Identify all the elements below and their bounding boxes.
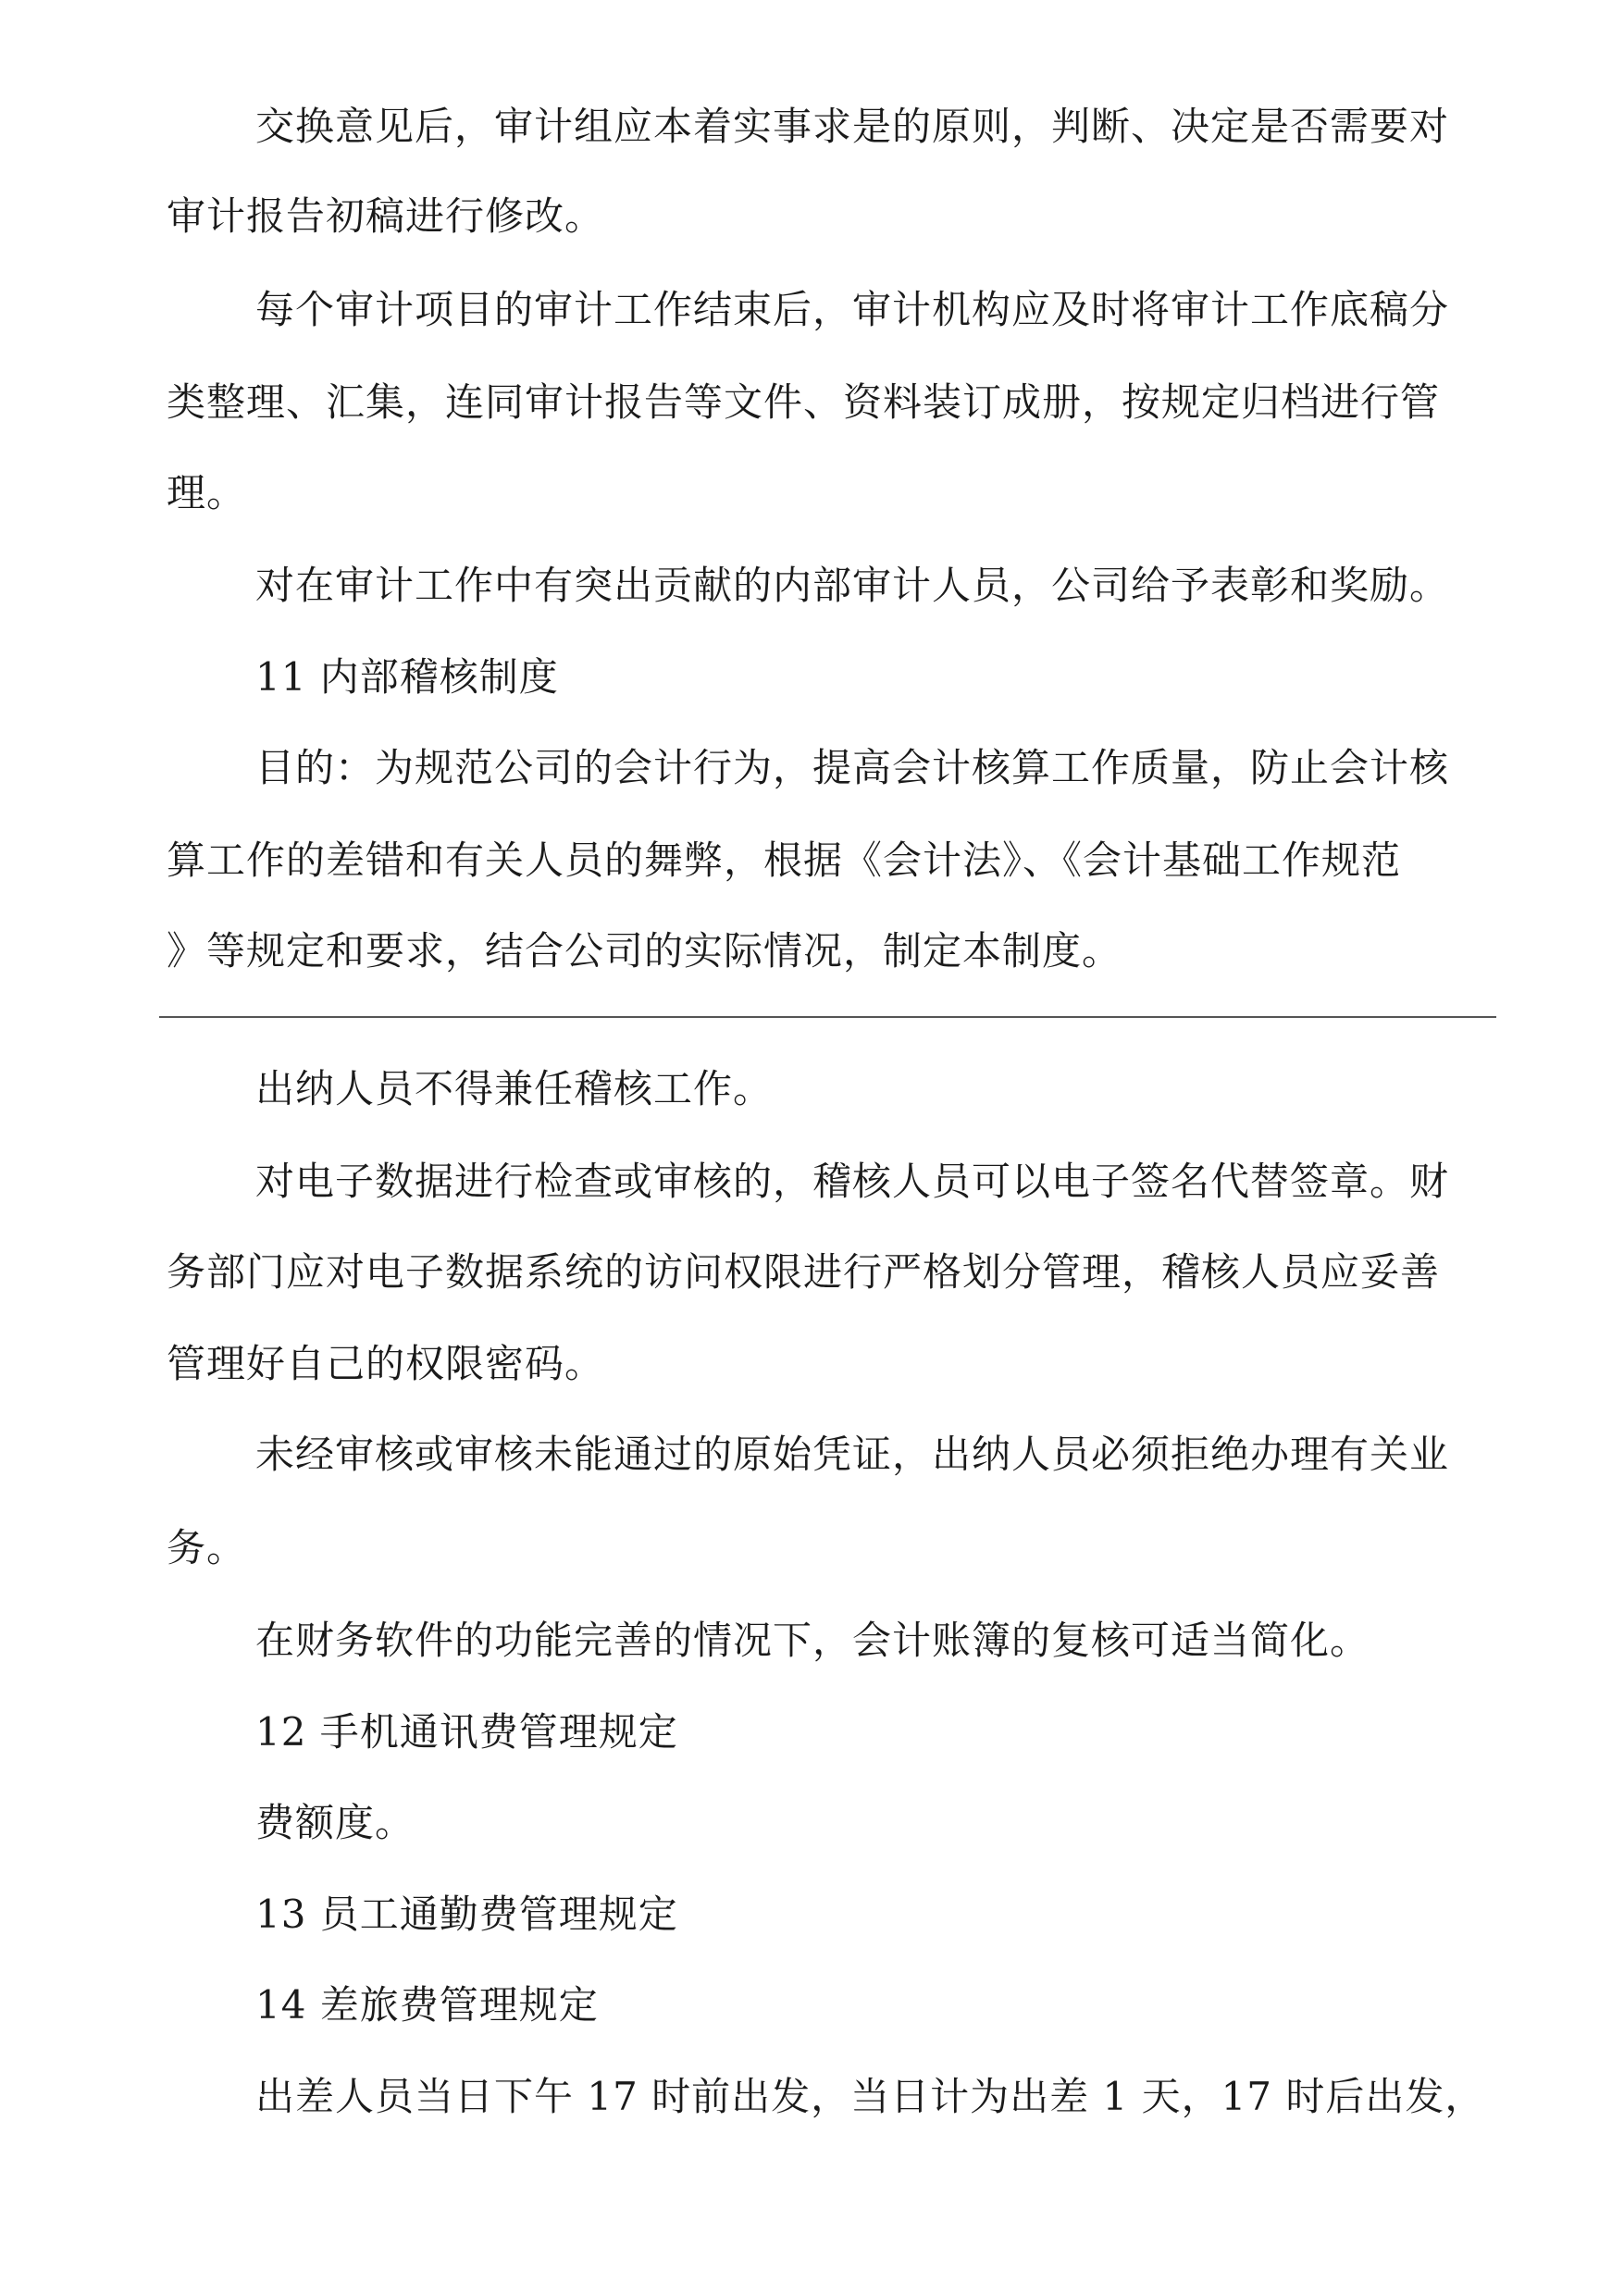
paragraph-line: 交换意见后，审计组应本着实事求是的原则，判断、决定是否需要对 <box>255 104 1450 149</box>
section-heading-14: 14 差旅费管理规定 <box>255 1982 599 2028</box>
paragraph-line: 审计报告初稿进行修改。 <box>167 193 605 239</box>
section-heading-12: 12 手机通讯费管理规定 <box>255 1709 678 1755</box>
paragraph-line: 算工作的差错和有关人员的舞弊，根据《会计法》、《会计基础工作规范 <box>167 837 1402 883</box>
section-heading-13: 13 员工通勤费管理规定 <box>255 1892 678 1937</box>
section-divider <box>159 1016 1496 1018</box>
paragraph-line: 务。 <box>167 1525 247 1570</box>
paragraph-line: 对电子数据进行检查或审核的，稽核人员可以电子签名代替签章。财 <box>255 1159 1450 1204</box>
paragraph-line: 目的：为规范公司的会计行为，提高会计核算工作质量，防止会计核 <box>255 745 1450 790</box>
paragraph-line: 》等规定和要求，结合公司的实际情况，制定本制度。 <box>167 928 1122 974</box>
paragraph-line: 对在审计工作中有突出贡献的内部审计人员，公司给予表彰和奖励。 <box>255 563 1450 608</box>
paragraph-line: 出纳人员不得兼任稽核工作。 <box>255 1066 774 1111</box>
paragraph-line: 未经审核或审核未能通过的原始凭证，出纳人员必须拒绝办理有关业 <box>255 1432 1450 1477</box>
paragraph-line: 理。 <box>167 470 247 515</box>
paragraph-line: 类整理、汇集，连同审计报告等文件、资料装订成册，按规定归档进行管 <box>167 379 1441 425</box>
paragraph-line: 管理好自己的权限密码。 <box>167 1341 605 1386</box>
section-heading-11: 11 内部稽核制度 <box>255 654 559 700</box>
paragraph-line: 每个审计项目的审计工作结束后，审计机构应及时将审计工作底稿分 <box>255 287 1450 332</box>
paragraph-line: 务部门应对电子数据系统的访问权限进行严格划分管理，稽核人员应妥善 <box>167 1249 1441 1295</box>
paragraph-line: 在财务软件的功能完善的情况下，会计账簿的复核可适当简化。 <box>255 1618 1370 1663</box>
paragraph-line: 出差人员当日下午 17 时前出发，当日计为出差 1 天，17 时后出发， <box>255 2074 1485 2119</box>
paragraph-line: 费额度。 <box>255 1800 415 1845</box>
